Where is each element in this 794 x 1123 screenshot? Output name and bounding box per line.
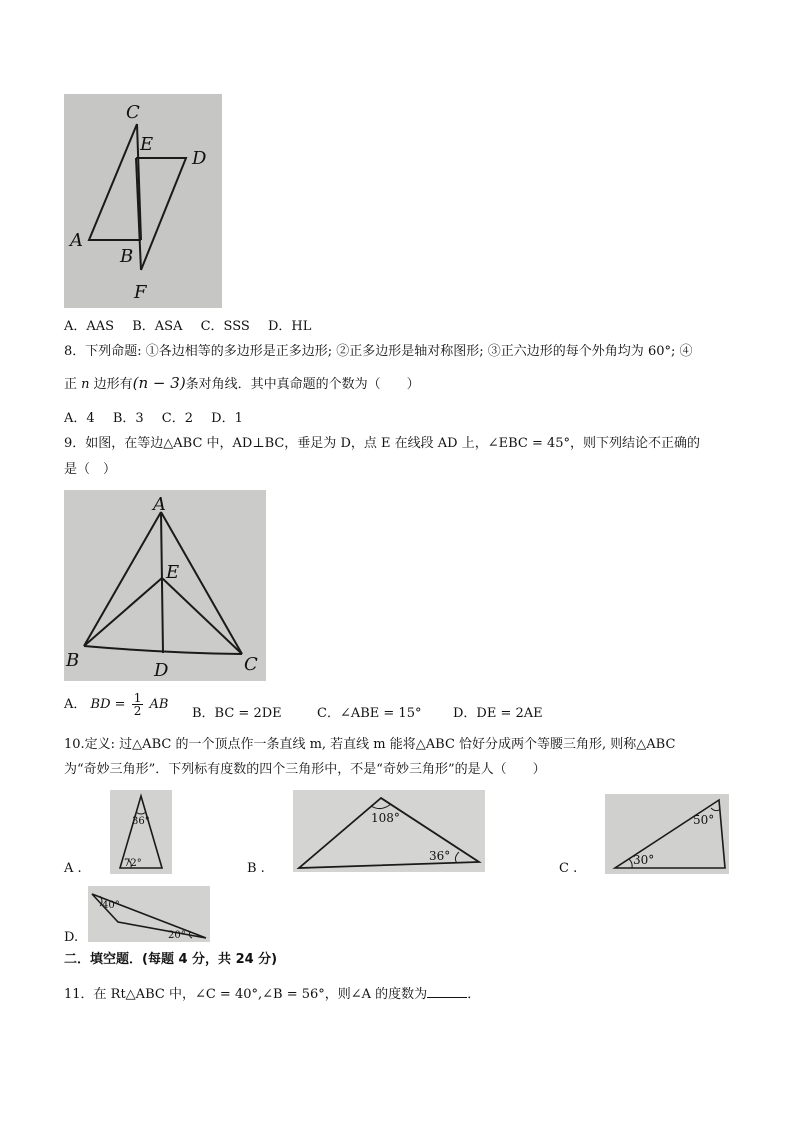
q10-figure-c-svg — [605, 794, 729, 874]
q10-figure-a — [110, 790, 172, 874]
q11-text-end: ． — [467, 987, 481, 1002]
angle-label-bottom: 72° — [124, 858, 142, 869]
q7-figure-svg — [64, 94, 222, 308]
q9-option-a[interactable] — [64, 692, 168, 717]
q7-option-d[interactable]: D．HL — [267, 319, 312, 334]
q10-line1: 10.定义: 过△ABC 的一个顶点作一条直线 m, 若直线 m 能将△ABC 恰好分成两个等腰三角形, 则称△ABC — [64, 737, 676, 752]
q8-line2-a: 正 — [64, 377, 82, 392]
label-b: B — [120, 246, 134, 267]
q8-option-c[interactable]: C．2 — [161, 411, 193, 426]
q10-figure-d — [88, 886, 210, 942]
q7-figure — [64, 94, 222, 308]
side-ac — [161, 512, 242, 654]
q11-answer-blank[interactable] — [427, 985, 467, 998]
fraction-denominator: 2 — [133, 704, 142, 718]
q8-line2-c: 条对角线．其中真命题的个数为（ ） — [185, 377, 420, 392]
label-e: E — [140, 134, 154, 155]
q10-option-c[interactable]: C . — [559, 861, 578, 876]
q8-option-d[interactable]: D．1 — [211, 411, 243, 426]
q9-line2: 是（ ） — [64, 462, 117, 477]
q7-option-c[interactable]: C．SSS — [200, 319, 250, 334]
q7-options — [64, 318, 325, 336]
label-e: E — [166, 562, 180, 583]
angle-label-left: 40° — [102, 900, 120, 911]
q9-figure-svg — [64, 490, 266, 681]
q10-figure-b — [293, 790, 485, 872]
arc-bottom-left — [629, 859, 632, 868]
arc-top — [136, 812, 146, 814]
q9-figure — [64, 490, 266, 681]
q11 — [64, 985, 480, 1004]
label-c: C — [126, 102, 140, 123]
angle-label-top: 50° — [693, 813, 715, 827]
q9-options — [64, 690, 664, 730]
q10-option-b[interactable]: B . — [247, 861, 265, 876]
q7-option-a[interactable]: A．AAS — [64, 319, 115, 334]
section-heading-fill-in: 二．填空题．(每题 4 分，共 24 分) — [64, 952, 278, 967]
label-f: F — [134, 282, 147, 303]
q9-option-a-prefix: A． — [64, 697, 87, 712]
q8-options — [64, 410, 257, 428]
q9-option-d[interactable]: D．DE = 2AE — [453, 706, 543, 721]
q8-option-a[interactable]: A．4 — [64, 411, 95, 426]
triangle-b — [299, 798, 479, 868]
angle-label-right: 36° — [429, 849, 451, 863]
triangle-c — [615, 800, 725, 868]
arc-right — [455, 852, 459, 863]
fraction-numerator: 1 — [133, 691, 142, 705]
label-a: A — [70, 230, 83, 251]
angle-label-top: 36° — [132, 816, 150, 827]
side-ab — [84, 512, 161, 646]
label-d: D — [192, 148, 207, 169]
q9-option-a-lhs: BD = — [90, 697, 126, 712]
label-a: A — [153, 494, 166, 515]
segment-ec — [162, 578, 242, 654]
label-d: D — [154, 660, 169, 681]
angle-label-bottom: 30° — [633, 853, 655, 867]
q8-line1: 8．下列命题: ①各边相等的多边形是正多边形; ②正多边形是轴对称图形; ③正六边形的每个外角均为 60°; ④ — [64, 344, 693, 359]
triangle-abc — [89, 124, 141, 240]
segment-ad — [161, 512, 163, 653]
q10-figure-b-svg — [293, 790, 485, 872]
q7-option-b[interactable]: B．ASA — [132, 319, 183, 334]
segment-be — [84, 578, 162, 646]
q10-figure-a-svg — [110, 790, 172, 874]
label-b: B — [66, 650, 80, 671]
q10-option-a[interactable]: A . — [64, 861, 82, 876]
q9-option-a-rhs: AB — [149, 697, 169, 712]
q10-figure-c — [605, 794, 729, 874]
q8-line2-b: 边形有 — [89, 377, 133, 392]
q9-option-b[interactable]: B．BC = 2DE — [192, 706, 282, 721]
q9-option-c[interactable]: C．∠ABE = 15° — [317, 706, 422, 721]
label-c: C — [244, 654, 258, 675]
q9-line1: 9．如图，在等边△ABC 中，AD⊥BC，垂足为 D，点 E 在线段 AD 上，∠EBC = 45°，则下列结论不正确的 — [64, 436, 701, 451]
q10-figure-d-svg — [88, 886, 210, 942]
arc-top — [711, 808, 719, 811]
triangle-edf — [136, 158, 186, 270]
angle-label-top: 108° — [371, 811, 400, 825]
q10-option-d[interactable]: D. — [64, 930, 79, 945]
q11-text: 11．在 Rt△ABC 中，∠C = 40°,∠B = 56°，则∠A 的度数为 — [64, 987, 428, 1002]
q8-option-b[interactable]: B．3 — [112, 411, 144, 426]
q8-line2 — [64, 374, 420, 394]
q10-line2: 为“奇妙三角形”．下列标有度数的四个三角形中，不是“奇妙三角形”的是人（ ） — [64, 762, 546, 777]
q8-line2-expr: (n − 3) — [132, 374, 186, 392]
angle-label-right: 20° — [168, 930, 186, 941]
q9-option-a-fraction — [132, 692, 144, 717]
q8-line2-n: n — [81, 377, 90, 392]
